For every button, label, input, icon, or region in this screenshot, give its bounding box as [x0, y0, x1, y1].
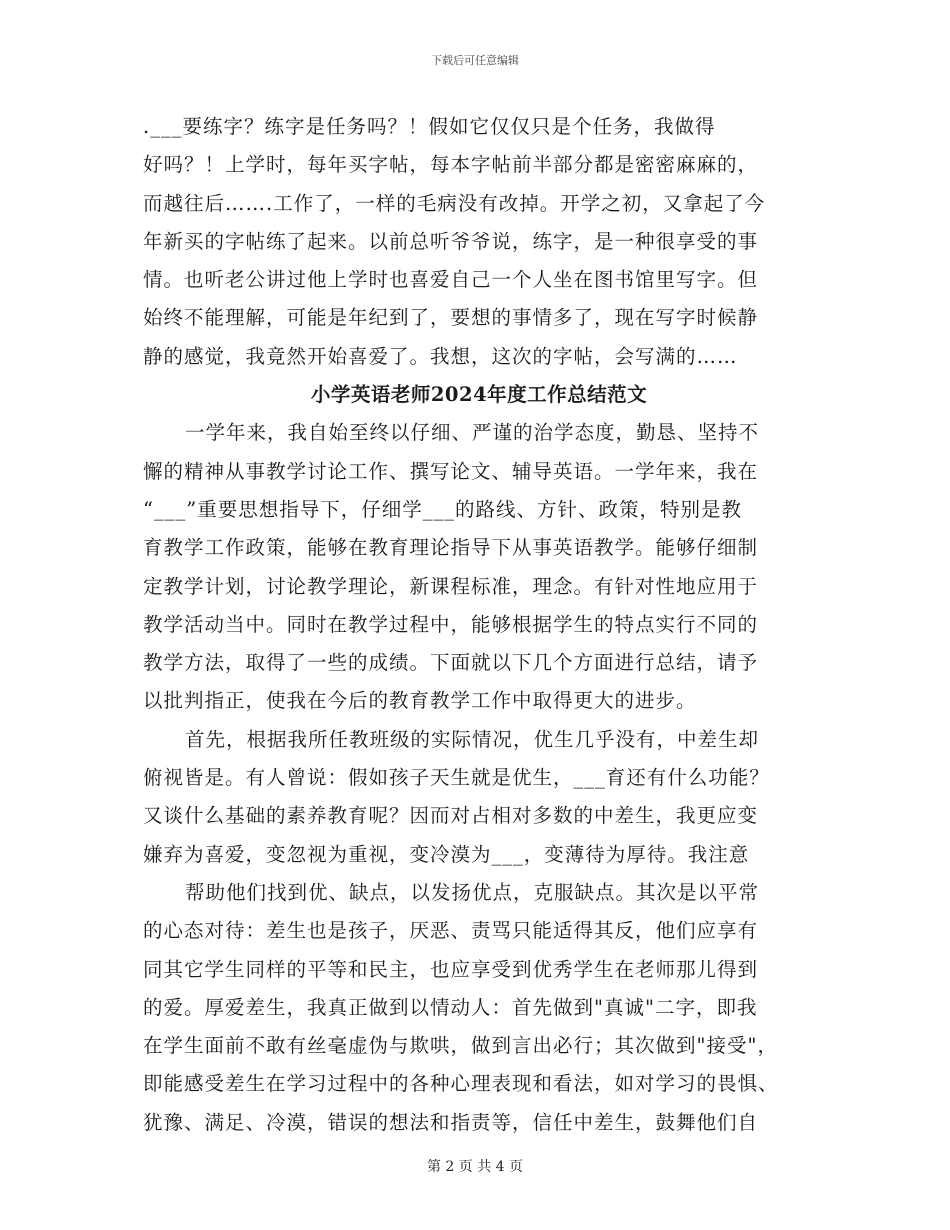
text-line: 犹豫、满足、冷漠，错误的想法和指责等，信任中差生，鼓舞他们自 [143, 1110, 759, 1134]
text-line: 定教学计划，讨论教学理论，新课程标准，理念。有针对性地应用于 [143, 574, 759, 598]
text-line: 懈的精神从事教学讨论工作、撰写论文、辅导英语。一学年来，我在 [143, 459, 759, 483]
text-line: “___”重要思想指导下，仔细学___的路线、方针、政策，特别是教 [143, 497, 742, 521]
page-number: 第 2 页 共 4 页 [426, 1159, 524, 1175]
paragraph [143, 108, 805, 376]
page-header: 下载后可任意编辑 [431, 54, 519, 67]
document-title: 小学英语老师2024年度工作总结范文 [310, 383, 648, 407]
text-line: 而越往后…….工作了，一样的毛病没有改掉。开学之初，又拿起了今 [143, 191, 766, 215]
text-line: 以批判指正，使我在今后的教育教学工作中取得更大的进步。 [143, 689, 697, 713]
text-line: 年新买的字帖练了起来。以前总听爷爷说，练字，是一种很享受的事 [143, 229, 759, 253]
paragraph [143, 414, 805, 720]
text-line: 嫌弃为喜爱，变忽视为重视，变冷漠为___，变薄待为厚待。我注意 [143, 842, 750, 866]
text-line: 即能感受差生在学习过程中的各种心理表现和看法，如对学习的畏惧、 [143, 1072, 779, 1096]
text-line: 一学年来，我自始至终以仔细、严谨的治学态度，勤恳、坚持不 [185, 421, 760, 445]
text-line: 好吗？！上学时，每年买字帖，每本字帖前半部分都是密密麻麻的， [143, 153, 759, 177]
text-line: 的爱。厚爱差生，我真正做到以情动人：首先做到"真诚"二字，即我 [143, 995, 758, 1019]
text-line: 在学生面前不敢有丝毫虚伪与欺哄，做到言出必行；其次做到"接受"， [143, 1034, 778, 1058]
paragraph [143, 721, 805, 874]
text-line: 情。也听老公讲过他上学时也喜爱自己一个人坐在图书馆里写字。但 [143, 268, 759, 292]
text-line: 始终不能理解，可能是年纪到了，要想的事情多了，现在写字时候静 [143, 306, 759, 330]
text-line: 的心态对待：差生也是孩子，厌恶、责骂只能适得其反，他们应享有 [143, 919, 759, 943]
text-line: 教学活动当中。同时在教学过程中，能够根据学生的特点实行不同的 [143, 612, 759, 636]
text-line: .___要练字？练字是任务吗？！假如它仅仅只是个任务，我做得 [143, 115, 716, 138]
text-line: 育教学工作政策，能够在教育理论指导下从事英语教学。能够仔细制 [143, 536, 759, 560]
text-line: 同其它学生同样的平等和民主，也应享受到优秀学生在老师那儿得到 [143, 957, 759, 981]
text-line: 静的感觉，我竟然开始喜爱了。我想，这次的字帖，会写满的…… [143, 344, 738, 368]
text-line: 又谈什么基础的素养教育呢？因而对占相对多数的中差生，我更应变 [143, 804, 759, 828]
text-line: 帮助他们找到优、缺点，以发扬优点，克服缺点。其次是以平常 [185, 880, 760, 904]
text-line: 首先，根据我所任教班级的实际情况，优生几乎没有，中差生却 [185, 727, 760, 751]
document-body [143, 108, 805, 1142]
text-line: 教学方法，取得了一些的成绩。下面就以下几个方面进行总结，请予 [143, 651, 759, 675]
text-line: 俯视皆是。有人曾说：假如孩子天生就是优生，___育还有什么功能？ [143, 766, 770, 790]
paragraph [143, 874, 805, 1142]
